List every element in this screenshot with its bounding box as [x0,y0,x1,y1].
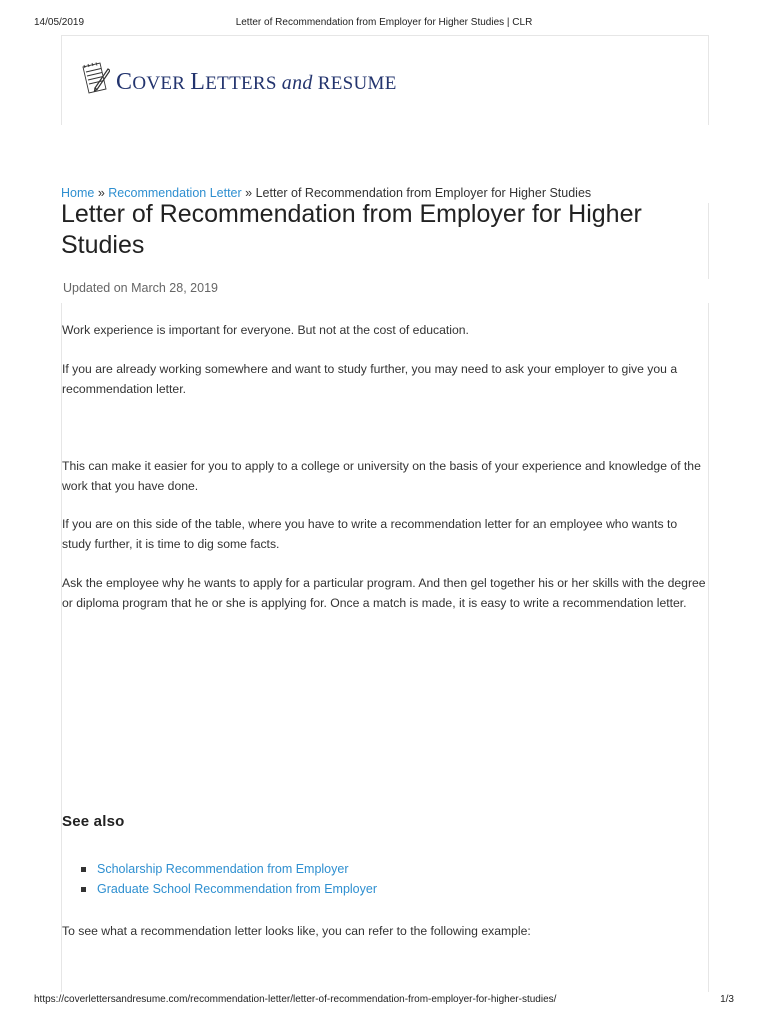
content-right-rule [708,303,709,992]
see-also-link-graduate-school[interactable]: Graduate School Recommendation from Employer [97,882,377,896]
square-bullet-icon [81,887,86,892]
example-intro: To see what a recommendation letter looks like, you can refer to the following example: [62,924,531,938]
article-paragraph: Work experience is important for everyone. But not at the cost of education. [62,323,469,337]
article-paragraph: If you are on this side of the table, where you have to write a recommendation letter for an employee who wants to study further, it is time to dig some facts. [62,517,678,551]
article-paragraph: If you are already working somewhere and want to study further, you may need to ask your employer to give you a recommendation letter. [62,362,678,396]
square-bullet-icon [81,867,86,872]
header-right-rule [708,35,709,125]
article-paragraph: This can make it easier for you to apply to a college or university on the basis of your experience and knowledge of the work that you have done. [62,459,701,493]
print-date: 14/05/2019 [34,17,85,28]
logo-wordmark: COVER LETTERS and RESUME [116,68,397,95]
page-title: Letter of Recommendation from Employer for Higher Studies [61,200,642,259]
print-header [0,17,768,31]
updated-date: Updated on March 28, 2019 [63,281,218,295]
print-url: https://coverlettersandresume.com/recommendation-letter/letter-of-recommendation-from-employer-for-higher-studies/ [34,994,557,1005]
print-page-number: 1/3 [720,994,734,1005]
breadcrumb-category-link[interactable]: Recommendation Letter [108,186,242,200]
list-item [62,859,377,879]
breadcrumb-home-link[interactable]: Home [61,186,95,200]
see-also-heading: See also [62,813,125,830]
see-also-link-scholarship[interactable]: Scholarship Recommendation from Employer [97,862,349,876]
breadcrumb [61,186,591,200]
see-also-list [62,859,377,899]
site-logo[interactable] [80,60,397,96]
print-page-title: Letter of Recommendation from Employer for Higher Studies | CLR [235,17,533,28]
breadcrumb-separator: » [97,186,105,200]
breadcrumb-separator: » [245,186,253,200]
print-footer [0,994,768,1008]
article-paragraph: Ask the employee why he wants to apply for a particular program. And then gel together his or her skills with the degree or diploma program that he or she is applying for. Once a match is made, it is easy to write a recommendation letter. [62,576,706,610]
breadcrumb-current: Letter of Recommendation from Employer for Higher Studies [255,186,592,200]
list-item [62,879,377,899]
header-top-rule [61,35,709,36]
header-left-rule [61,35,62,125]
notepad-pencil-icon [80,61,110,95]
